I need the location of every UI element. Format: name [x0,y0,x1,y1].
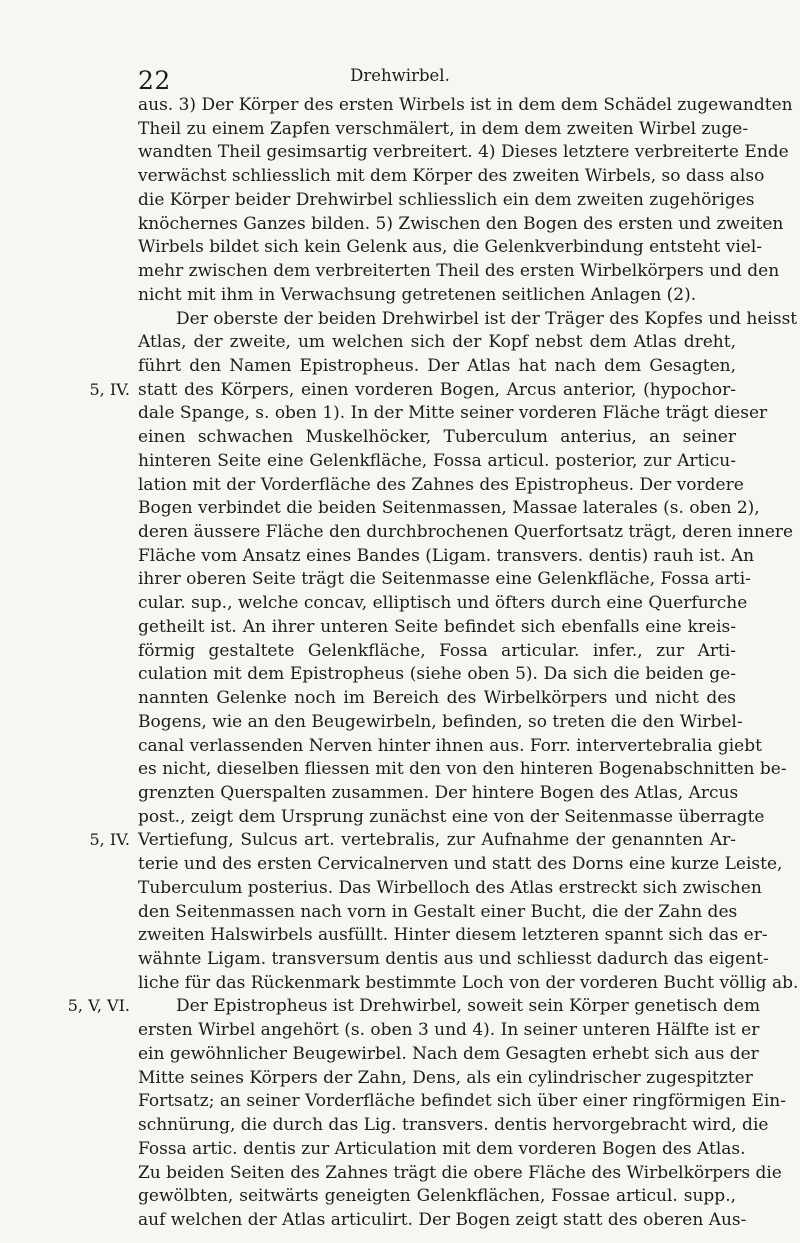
text-line: deren äussere Fläche den durchbrochenen Querfortsatz trägt, deren innere [138,522,794,543]
text-line: Zu beiden Seiten des Zahnes trägt die obere Fläche des Wirbelkörpers die [138,1162,782,1183]
text-line: lation mit der Vorderfläche des Zahnes des Epistropheus. Der vordere [138,474,744,495]
text-line: die Körper beider Drehwirbel schliesslich ein dem zweiten zugehöriges [138,189,755,210]
text-line: wandten Theil gesimsartig verbreitert. 4) Dieses letztere verbreiterte Ende [138,142,789,163]
text-line: Bogen verbindet die beiden Seitenmassen, Massae laterales (s. oben 2), [138,498,760,519]
text-line: grenzten Querspalten zusammen. Der hintere Bogen des Atlas, Arcus [138,782,739,803]
text-line: Mitte seines Körpers der Zahn, Dens, als ein cylindrischer zugespitzter [138,1067,753,1088]
text-line: schnürung, die durch das Lig. transvers. dentis hervorgebracht wird, die [138,1115,769,1136]
text-line: gewölbten, seitwärts geneigten Gelenkflächen, Fossae articul. supp., [138,1186,736,1207]
text-line: Der oberste der beiden Drehwirbel ist der Träger des Kopfes und heisst [176,308,798,329]
margin-figure-reference: 5, IV. [89,830,130,850]
text-line: aus. 3) Der Körper des ersten Wirbels ist in dem dem Schädel zugewandten [138,95,793,115]
margin-figure-reference: 5, IV. [89,379,130,399]
text-line: knöchernes Ganzes bilden. 5) Zwischen den Bogen des ersten und zweiten [138,213,784,234]
text-line: cular. sup., welche concav, elliptisch und öfters durch eine Querfurche [138,593,748,614]
text-line: ein gewöhnlicher Beugewirbel. Nach dem Gesagten erhebt sich aus der [138,1043,759,1064]
text-line: Fläche vom Ansatz eines Bandes (Ligam. transvers. dentis) rauh ist. An [138,545,755,566]
text-line: Theil zu einem Zapfen verschmälert, in dem dem zweiten Wirbel zuge- [138,118,749,139]
text-line: Fortsatz; an seiner Vorderfläche befindet sich über einer ringförmigen Ein- [138,1091,786,1112]
text-line: wähnte Ligam. transversum dentis aus und schliesst dadurch das eigent- [138,949,769,970]
text-line: liche für das Rückenmark bestimmte Loch von der vorderen Bucht völlig ab. [138,972,799,993]
text-line: den Seitenmassen nach vorn in Gestalt einer Bucht, die der Zahn des [138,901,738,922]
text-line: auf welchen der Atlas articulirt. Der Bogen zeigt statt des oberen Aus- [138,1210,747,1230]
text-line: culation mit dem Epistropheus (siehe oben 5). Da sich die beiden ge- [138,664,736,685]
text-line: ersten Wirbel angehört (s. oben 3 und 4). In seiner unteren Hälfte ist er [138,1020,760,1041]
text-line: canal verlassenden Nerven hinter ihnen aus. Forr. intervertebralia giebt [138,735,762,756]
text-line: Fossa artic. dentis zur Articulation mit dem vorderen Bogen des Atlas. [138,1138,746,1159]
text-line: Vertiefung, Sulcus art. vertebralis, zur Aufnahme der genannten Ar- [138,830,736,851]
text-line: Wirbels bildet sich kein Gelenk aus, die Gelenkverbindung entsteht viel- [138,237,762,258]
text-line: zweiten Halswirbels ausfüllt. Hinter diesem letzteren spannt sich das er- [138,925,768,946]
text-line: verwächst schliesslich mit dem Körper des zweiten Wirbels, so dass also [138,166,765,187]
text-line: führt den Namen Epistropheus. Der Atlas hat nach dem Gesagten, [138,355,736,376]
text-line: nannten Gelenke noch im Bereich des Wirbelkörpers und nicht des [138,688,736,709]
text-line: getheilt ist. An ihrer unteren Seite befindet sich ebenfalls eine kreis- [138,616,736,637]
text-line: post., zeigt dem Ursprung zunächst eine von der Seitenmasse überragte [138,806,765,827]
text-line: terie und des ersten Cervicalnerven und statt des Dorns eine kurze Leiste, [138,854,783,875]
running-title: Drehwirbel. [350,66,450,85]
text-line: Tuberculum posterius. Das Wirbelloch des Atlas erstreckt sich zwischen [138,877,762,898]
text-line: Bogens, wie an den Beugewirbeln, befinden, so treten die den Wirbel- [138,711,743,732]
text-line: einen schwachen Muskelhöcker, Tuberculum anterius, an seiner [138,427,736,448]
text-line: nicht mit ihm in Verwachsung getretenen seitlichen Anlagen (2). [138,284,697,305]
text-line: ihrer oberen Seite trägt die Seitenmasse eine Gelenkfläche, Fossa arti- [138,569,751,590]
page-number: 22 [138,66,171,95]
margin-figure-reference: 5, V, VI. [67,996,130,1016]
text-line: Atlas, der zweite, um welchen sich der Kopf nebst dem Atlas dreht, [138,332,736,353]
text-line: förmig gestaltete Gelenkfläche, Fossa articular. infer., zur Arti- [138,640,736,661]
text-line: mehr zwischen dem verbreiterten Theil des ersten Wirbelkörpers und den [138,261,780,282]
text-line: statt des Körpers, einen vorderen Bogen, Arcus anterior, (hypochor- [138,379,736,400]
text-line: dale Spange, s. oben 1). In der Mitte seiner vorderen Fläche trägt dieser [138,403,768,424]
text-line: es nicht, dieselben fliessen mit den von den hinteren Bogenabschnitten be- [138,759,787,780]
text-line: Der Epistropheus ist Drehwirbel, soweit sein Körper genetisch dem [176,996,761,1017]
text-line: hinteren Seite eine Gelenkfläche, Fossa articul. posterior, zur Articu- [138,450,736,471]
